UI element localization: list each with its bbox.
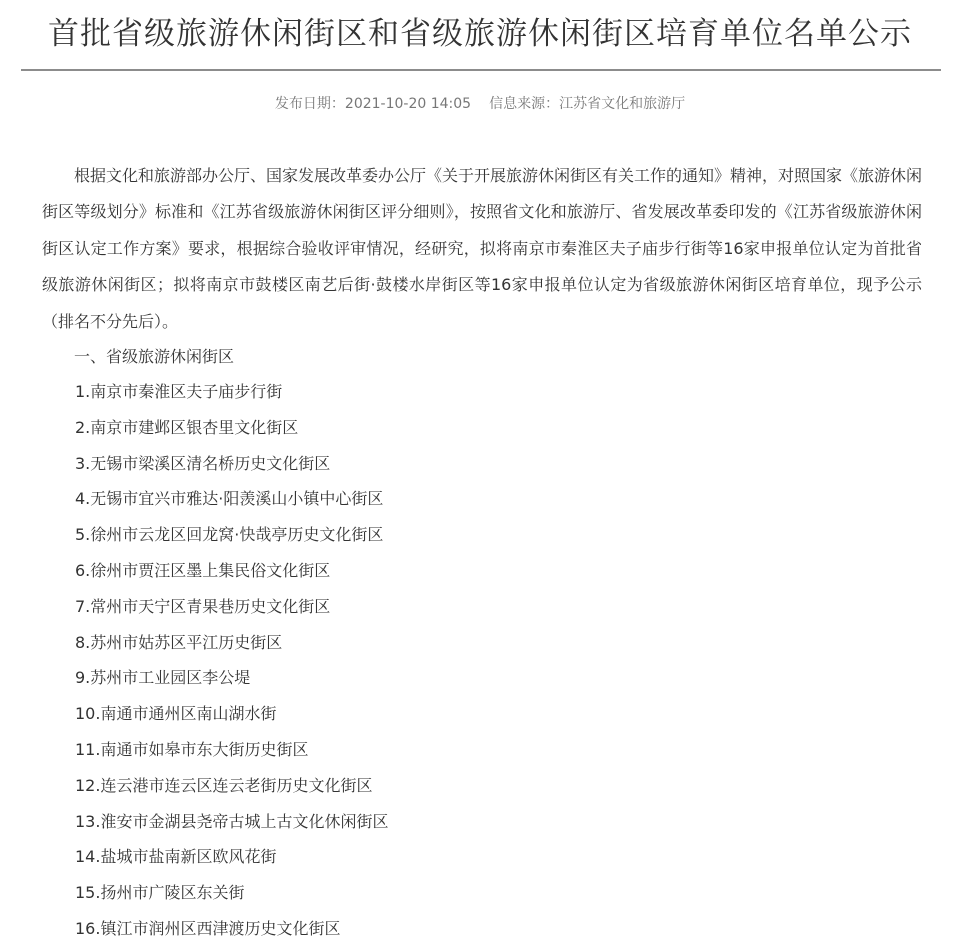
list-item: 9.苏州市工业园区李公堤 <box>75 668 251 688</box>
article-body <box>42 158 922 947</box>
article-meta <box>0 94 960 114</box>
list-item: 10.南通市通州区南山湖水街 <box>75 704 277 724</box>
list-item: 6.徐州市贾汪区墨上集民俗文化街区 <box>75 561 331 581</box>
list-item: 12.连云港市连云区连云老街历史文化街区 <box>75 775 373 795</box>
list-item: 8.苏州市姑苏区平江历史街区 <box>75 632 283 652</box>
list-item: 4.无锡市宜兴市雅达·阳羡溪山小镇中心街区 <box>75 489 384 509</box>
source-name: 江苏省文化和旅游厅 <box>559 96 686 112</box>
list-item: 11.南通市如皋市东大街历史街区 <box>75 740 309 759</box>
list-item: 7.常州市天宁区青果巷历史文化街区 <box>75 596 331 616</box>
list-item: 1.南京市秦淮区夫子庙步行街 <box>75 382 283 402</box>
title-divider <box>21 69 941 71</box>
list-item: 5.徐州市云龙区回龙窝·快哉亭历史文化街区 <box>75 525 384 545</box>
source-label: 信息来源： <box>489 96 560 112</box>
list-item: 3.无锡市梁溪区清名桥历史文化街区 <box>75 453 331 473</box>
list-item: 16.镇江市润州区西津渡历史文化街区 <box>75 918 341 938</box>
list-item: 14.盐城市盐南新区欧风花街 <box>75 847 277 867</box>
list-item: 2.南京市建邺区银杏里文化街区 <box>75 417 299 437</box>
publish-date: 2021-10-20 14:05 <box>344 96 472 112</box>
list-item: 15.扬州市广陵区东关街 <box>75 883 245 903</box>
intro-paragraph: 根据文化和旅游部办公厅、国家发展改革委办公厅《关于开展旅游休闲街区有关工作的通知》精神，对照国家《旅游休闲街区等级划分》标准和《江苏省级旅游休闲街区评分细则》，按照省文化和旅游厅、省发展改革委印发的《江苏省级旅游休闲街区认定工作方案》要求，根据综合验收评审情况，经研究，拟将南京市秦淮区夫子庙步行街等16家申报单位认定为首批省级旅游休闲街区；拟将南京市鼓楼区南艺后街·鼓楼水岸街区等16家申报单位认定为省级旅游休闲街区培育单位，现予公示（排名不分先后）。 <box>42 166 923 331</box>
page-title: 首批省级旅游休闲街区和省级旅游休闲街区培育单位名单公示 <box>48 16 912 52</box>
district-list <box>42 374 922 947</box>
section-heading: 一、省级旅游休闲街区 <box>74 347 235 367</box>
list-item: 13.淮安市金湖县尧帝古城上古文化休闲街区 <box>75 811 389 831</box>
publish-date-label: 发布日期： <box>274 96 345 112</box>
